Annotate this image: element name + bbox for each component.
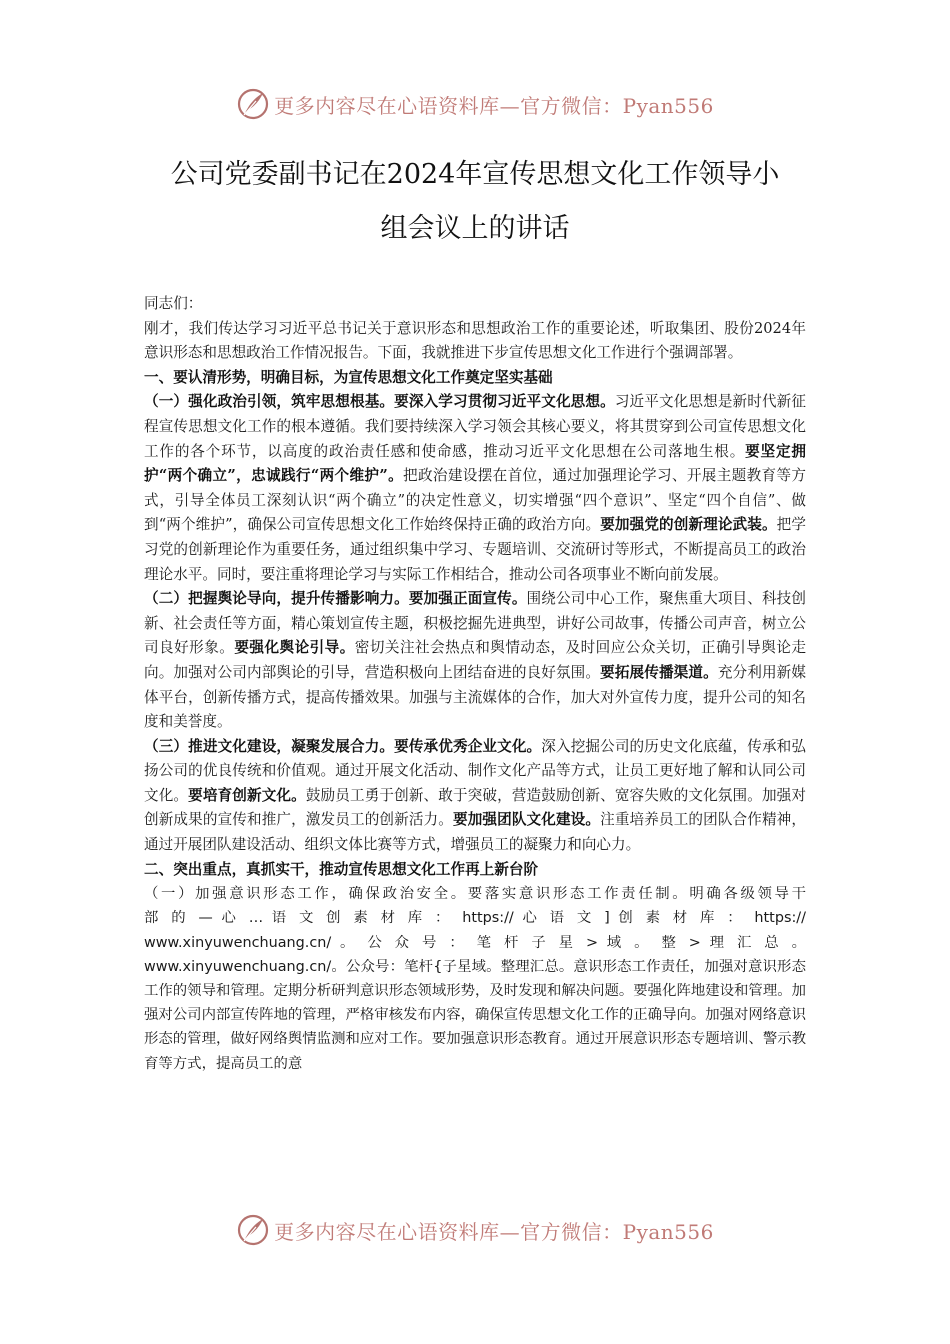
intro-paragraph: 刚才，我们传达学习习近平总书记关于意识形态和思想政治工作的重要论述，听取集团、股份2024年意识形态和思想政治工作情况报告。下面，我就推进下步宣传思想文化工作进行个强调部署。 <box>144 319 806 362</box>
title-line-2: 组会议上的讲话 <box>380 213 570 244</box>
watermark-text: 更多内容尽在心语资料库—官方微信：Pyan556 <box>274 93 714 118</box>
bold-lead: 要拓展传播渠道。 <box>600 663 718 681</box>
document-body <box>144 292 806 1076</box>
feather-pen-logo-icon <box>236 87 270 121</box>
watermark-banner-top <box>0 84 950 124</box>
bold-lead: 要培育创新文化。 <box>188 786 306 804</box>
paragraph-text: 密切关注社会热点和舆情动态，及时回应公众关切，正确引导舆论走向。加强对公司内部舆论的引导，营造积极向上团结奋进的良好氛围。 <box>144 639 806 681</box>
heading-section-2 <box>144 858 806 883</box>
greeting: 同志们： <box>144 295 203 312</box>
paragraph-text: 注重培养员工的团队合作精神，通过开展团队建设活动、组织文体比赛等方式，增强员工的凝聚力和向心力。 <box>144 811 806 854</box>
paragraph-2-1-line-3: www.xinyuwenchuang.cn/ 。 公 众 号 ： 笔 杆 子 星 > 域 。 整 > 理 汇 总 。 <box>144 934 806 951</box>
heading-section-1-text: 一、要认清形势，明确目标，为宣传思想文化工作奠定坚实基础 <box>144 368 553 386</box>
heading-section-2-text: 二、突出重点，真抓实干，推动宣传思想文化工作再上新台阶 <box>144 860 539 878</box>
paragraph-2-1-rest: www.xinyuwenchuang.cn/。公众号：笔杆{子星域。整理汇总。意识形态工作责任，加强对意识形态工作的领导和管理。定期分析研判意识形态领域形势，及时发现和解决问题。要强化阵地建设和管理。加强对公司内部宣传阵地的管理，严格审核发布内容，确保宣传思想文化工作的正确导向。加强对网络意识形态的管理，做好网络舆情监测和应对工作。要加强意识形态教育。通过开展意识形态专题培训、警示教育等方式，提高员工的意 <box>144 958 806 1072</box>
document-title <box>120 148 830 256</box>
paragraph-text: 把政治建设摆在首位，通过加强理论学习、开展主题教育等方式，引导全体员工深刻认识“两个确立”的决定性意义，切实增强“四个意识”、坚定“四个自信”、做到“两个维护”，确保公司宣传思想文化工作始终保持正确的政治方向。 <box>144 467 806 534</box>
paragraph-2-1-line-1: （一）加强意识形态工作，确保政治安全。要落实意识形态工作责任制。明确各级领导干 <box>144 886 806 903</box>
bold-lead: 要坚定拥护“两个确立”，忠诚践行“两个维护”。 <box>144 442 806 485</box>
paragraph-text: 充分利用新媒体平台，创新传播方式，提高传播效果。加强与主流媒体的合作，加大对外宣传力度，提升公司的知名度和美誉度。 <box>144 663 806 731</box>
paragraph-text: 把学习党的创新理论作为重要任务，通过组织集中学习、专题培训、交流研讨等形式，不断提高员工的政治理论水平。同时，要注重将理论学习与实际工作相结合，推动公司各项事业不断向前发展。 <box>144 516 806 583</box>
paragraph-1-3 <box>144 735 806 858</box>
bold-lead: 要加强党的创新理论武装。 <box>600 516 777 534</box>
heading-section-1 <box>144 366 806 391</box>
paragraph-text: 习近平文化思想是新时代新征程宣传思想文化工作的根本遵循。我们要持续深入学习领会其核心要义，将其贯穿到公司宣传思想文化工作的各个环节，以高度的政治责任感和使命感，推动习近平文化思想在公司落地生根。 <box>144 393 806 460</box>
watermark-banner-bottom <box>0 1210 950 1250</box>
paragraph-2-1-line-2: 部 的 — 心 … 语 文 创 素 材 库 ： https:// 心 语 文 ] 创 素 材 库 ： https:// <box>144 910 806 927</box>
paragraph-text: 鼓励员工勇于创新、敢于突破，营造鼓励创新、宽容失败的文化氛围。加强对创新成果的宣传和推广，激发员工的创新活力。 <box>144 786 806 829</box>
bold-lead: （一）强化政治引领，筑牢思想根基。要深入学习贯彻习近平文化思想。 <box>144 393 615 411</box>
bold-lead: （三）推进文化建设，凝聚发展合力。要传承优秀企业文化。 <box>144 737 542 755</box>
feather-pen-logo-icon <box>236 1213 270 1247</box>
paragraph-text: 围绕公司中心工作，聚焦重大项目、科技创新、社会责任等方面，精心策划宣传主题，积极挖掘先进典型，讲好公司故事，传播公司声音，树立公司良好形象。 <box>144 590 806 657</box>
paragraph-text: 深入挖掘公司的历史文化底蕴，传承和弘扬公司的优良传统和价值观。通过开展文化活动、制作文化产品等方式，让员工更好地了解和认同公司文化。 <box>144 737 806 804</box>
paragraph-1-1 <box>144 390 806 587</box>
watermark-text: 更多内容尽在心语资料库—官方微信：Pyan556 <box>274 1219 714 1244</box>
paragraph-1-2 <box>144 587 806 735</box>
bold-lead: 要加强团队文化建设。 <box>452 811 601 829</box>
title-line-1: 公司党委副书记在2024年宣传思想文化工作领导小 <box>170 159 780 190</box>
bold-lead: 要强化舆论引导。 <box>234 639 355 657</box>
bold-lead: （二）把握舆论导向，提升传播影响力。要加强正面宣传。 <box>144 590 527 608</box>
